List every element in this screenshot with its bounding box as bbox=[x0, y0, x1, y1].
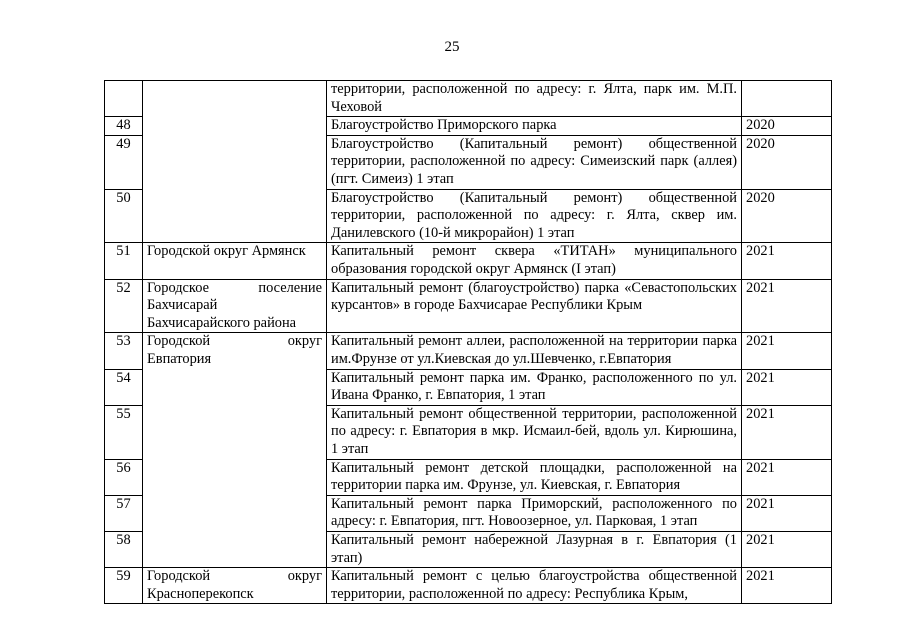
project-description: Благоустройство Приморского парка bbox=[327, 117, 742, 136]
row-number: 59 bbox=[105, 568, 143, 604]
project-description: Капитальный ремонт аллеи, расположенной на территории парка им.Фрунзе от ул.Киевская до ул.Шевченко, г.Евпатория bbox=[327, 333, 742, 369]
project-year: 2021 bbox=[742, 568, 832, 604]
project-description: Капитальный ремонт детской площадки, расположенной на территории парка им. Фрунзе, ул. Киевская, г. Евпатория bbox=[327, 459, 742, 495]
project-description: Капитальный ремонт с целью благоустройства общественной территории, расположенной по адресу: Республика Крым, bbox=[327, 568, 742, 604]
project-year: 2021 bbox=[742, 459, 832, 495]
municipality-cell bbox=[143, 568, 327, 604]
project-description: Благоустройство (Капитальный ремонт) общественной территории, расположенной по адресу: Симеизский парк (аллея) (пгт. Симеиз) 1 этап bbox=[327, 135, 742, 189]
page-number: 25 bbox=[444, 39, 460, 55]
table-row bbox=[105, 279, 832, 333]
project-description: Капитальный ремонт общественной территории, расположенной по адресу: г. Евпатория в мкр. Исмаил-бей, вдоль ул. Кирюшина, 1 этап bbox=[327, 405, 742, 459]
table-row bbox=[105, 243, 832, 279]
row-number: 53 bbox=[105, 333, 143, 369]
row-number: 49 bbox=[105, 135, 143, 189]
project-description: Капитальный ремонт (благоустройство) парка «Севастопольских курсантов» в городе Бахчисарае Республики Крым bbox=[327, 279, 742, 333]
project-description: Капитальный ремонт сквера «ТИТАН» муниципального образования городской округ Армянск (I этап) bbox=[327, 243, 742, 279]
row-number: 55 bbox=[105, 405, 143, 459]
project-year: 2020 bbox=[742, 189, 832, 243]
municipality-name-line: Евпатория bbox=[147, 350, 212, 367]
table-row bbox=[105, 333, 832, 369]
municipality-name-line: Бахчисарайского района bbox=[147, 314, 297, 331]
municipality-name: Городской округ Армянск bbox=[147, 243, 306, 260]
row-number: 57 bbox=[105, 495, 143, 531]
projects-table bbox=[104, 80, 832, 604]
project-year: 2021 bbox=[742, 243, 832, 279]
row-number: 56 bbox=[105, 459, 143, 495]
municipality-name-line: Красноперекопск bbox=[147, 585, 254, 602]
row-number: 52 bbox=[105, 279, 143, 333]
project-description: Капитальный ремонт парка им. Франко, расположенного по ул. Ивана Франко, г. Евпатория, 1 этап bbox=[327, 369, 742, 405]
municipality-cell bbox=[143, 333, 327, 568]
row-number: 54 bbox=[105, 369, 143, 405]
municipality-cell bbox=[143, 81, 327, 243]
project-year: 2021 bbox=[742, 532, 832, 568]
project-year: 2021 bbox=[742, 279, 832, 333]
row-number: 51 bbox=[105, 243, 143, 279]
municipality-name-line: Городское поселение bbox=[147, 279, 322, 296]
municipality-name-line: Городской округ bbox=[147, 333, 322, 350]
project-year: 2021 bbox=[742, 369, 832, 405]
municipality-name-line: Бахчисарай bbox=[147, 297, 218, 314]
row-number: 50 bbox=[105, 189, 143, 243]
project-description: территории, расположенной по адресу: г. Ялта, парк им. М.П. Чеховой bbox=[327, 81, 742, 117]
municipality-name-line: Городской округ bbox=[147, 568, 322, 585]
row-number bbox=[105, 81, 143, 117]
project-year: 2020 bbox=[742, 135, 832, 189]
project-year: 2021 bbox=[742, 405, 832, 459]
project-year: 2020 bbox=[742, 117, 832, 136]
municipality-cell bbox=[143, 279, 327, 333]
project-description: Капитальный ремонт набережной Лазурная в г. Евпатория (1 этап) bbox=[327, 532, 742, 568]
project-description: Капитальный ремонт парка Приморский, расположенного по адресу: г. Евпатория, пгт. Новоозерное, ул. Парковая, 1 этап bbox=[327, 495, 742, 531]
row-number: 58 bbox=[105, 532, 143, 568]
project-year: 2021 bbox=[742, 495, 832, 531]
table-row bbox=[105, 81, 832, 117]
row-number: 48 bbox=[105, 117, 143, 136]
project-description: Благоустройство (Капитальный ремонт) общественной территории, расположенной по адресу: г. Ялта, сквер им. Данилевского (10-й микрорайон) 1 этап bbox=[327, 189, 742, 243]
project-year: 2021 bbox=[742, 333, 832, 369]
table-row bbox=[105, 568, 832, 604]
project-year bbox=[742, 81, 832, 117]
municipality-cell bbox=[143, 243, 327, 279]
